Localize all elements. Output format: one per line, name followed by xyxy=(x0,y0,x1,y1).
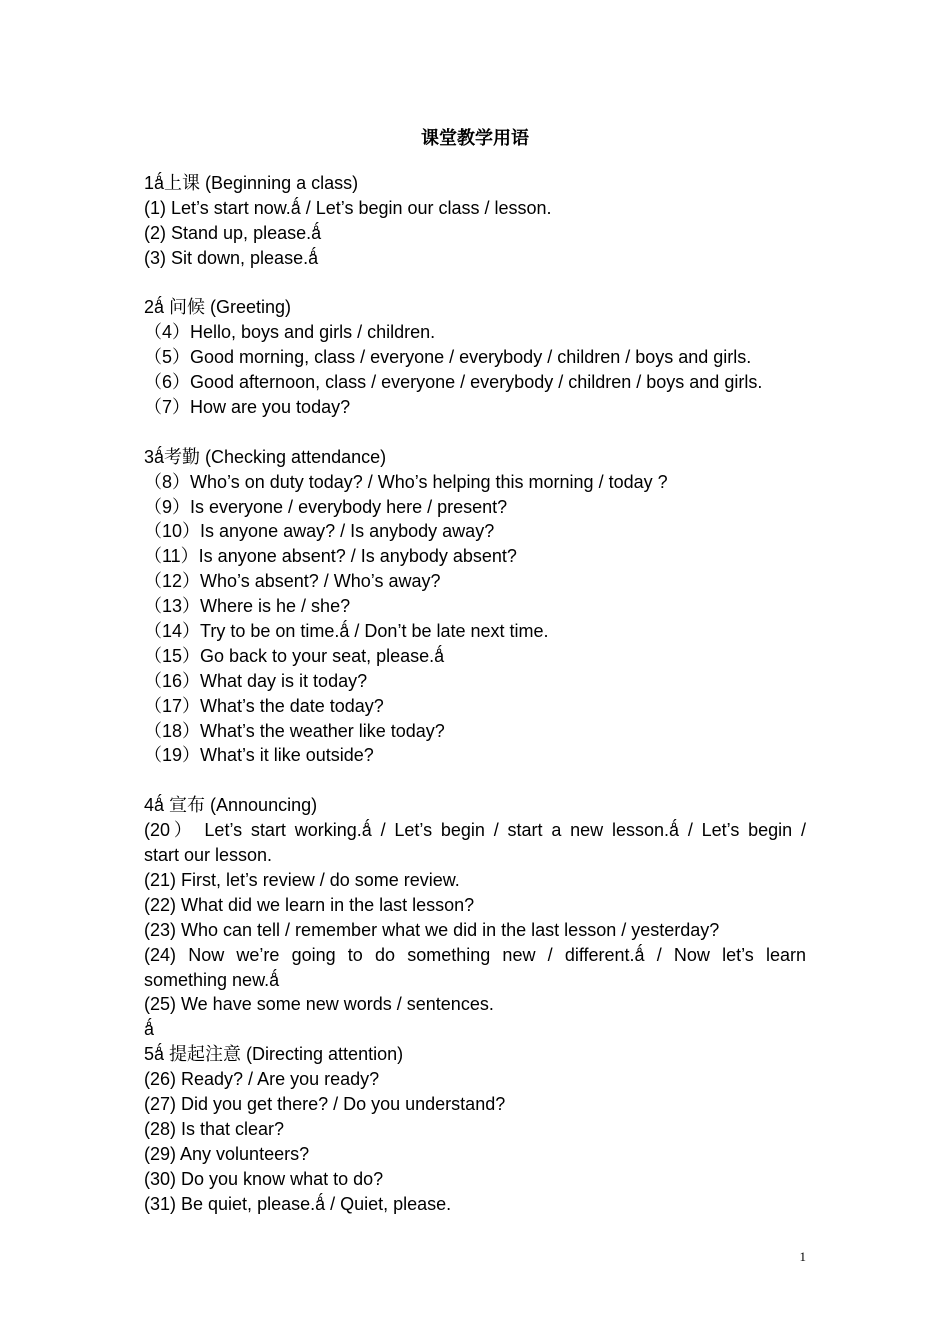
phrase-line: (1) Let’s start now.ǻ / Let’s begin our class / lesson. xyxy=(144,197,552,218)
phrase-line: （11）Is anyone absent? / Is anybody absent? xyxy=(144,546,517,567)
section-heading: 4ǻ 宣布 (Announcing) xyxy=(144,795,318,816)
phrase-line: （13）Where is he / she? xyxy=(144,596,351,617)
phrase-line: (25) We have some new words / sentences. xyxy=(144,994,494,1015)
phrase-line: （18）What’s the weather like today? xyxy=(144,720,445,741)
phrase-line: （7）How are you today? xyxy=(144,397,351,418)
phrase-line: (24) Now we’re going to do something new / different.ǻ / Now let’s learn xyxy=(144,944,806,965)
phrase-line: （9）Is everyone / everybody here / present? xyxy=(144,496,508,517)
phrase-line: （4）Hello, boys and girls / children. xyxy=(144,322,436,343)
phrase-line: (26) Ready? / Are you ready? xyxy=(144,1069,380,1090)
phrase-line: （14）Try to be on time.ǻ / Don’t be late next time. xyxy=(144,621,549,642)
phrase-line: (22) What did we learn in the last lesson? xyxy=(144,894,475,915)
phrase-line: (2) Stand up, please.ǻ xyxy=(144,222,322,243)
blank-line xyxy=(144,271,806,296)
blank-line xyxy=(144,768,806,793)
phrase-line: (21) First, let’s review / do some review. xyxy=(144,869,460,890)
phrase-line: （6）Good afternoon, class / everyone / everybody / children / boys and girls. xyxy=(144,372,763,393)
phrase-line: (20） Let’s start working.ǻ / Let’s begin / start a new lesson.ǻ / Let’s begin / xyxy=(144,820,806,841)
phrase-line-continued: start our lesson. xyxy=(144,845,273,866)
section-heading: 1ǻ上课 (Beginning a class) xyxy=(144,173,359,193)
phrase-line: (29) Any volunteers? xyxy=(144,1143,310,1164)
phrase-line: （12）Who’s absent? / Who’s away? xyxy=(144,571,441,592)
document-body xyxy=(144,171,806,1216)
phrase-line: （5）Good morning, class / everyone / everybody / children / boys and girls. xyxy=(144,347,752,368)
phrase-line: （15）Go back to your seat, please.ǻ xyxy=(144,645,445,666)
page-number: 1 xyxy=(799,1249,806,1264)
phrase-line-continued: something new.ǻ xyxy=(144,969,280,990)
phrase-line: (23) Who can tell / remember what we did in the last lesson / yesterday? xyxy=(144,919,720,940)
phrase-line: （17）What’s the date today? xyxy=(144,695,384,716)
stray-glyph-line: ǻ xyxy=(144,1019,155,1040)
phrase-line: (27) Did you get there? / Do you understand? xyxy=(144,1093,506,1114)
section-heading: 2ǻ 问候 (Greeting) xyxy=(144,297,292,318)
section-heading: 3ǻ考勤 (Checking attendance) xyxy=(144,446,387,467)
phrase-line: (31) Be quiet, please.ǻ / Quiet, please. xyxy=(144,1193,452,1214)
phrase-line: （8）Who’s on duty today? / Who’s helping this morning / today ? xyxy=(144,471,668,492)
phrase-line: （10）Is anyone away? / Is anybody away? xyxy=(144,521,495,542)
phrase-line: （19）What’s it like outside? xyxy=(144,745,374,766)
phrase-line: （16）What day is it today? xyxy=(144,670,368,691)
blank-line xyxy=(144,420,806,445)
page-title: 课堂教学用语 xyxy=(421,128,529,148)
phrase-line: (30) Do you know what to do? xyxy=(144,1168,384,1189)
phrase-line: (28) Is that clear? xyxy=(144,1118,285,1139)
section-heading: 5ǻ 提起注意 (Directing attention) xyxy=(144,1044,404,1065)
phrase-line: (3) Sit down, please.ǻ xyxy=(144,247,319,268)
